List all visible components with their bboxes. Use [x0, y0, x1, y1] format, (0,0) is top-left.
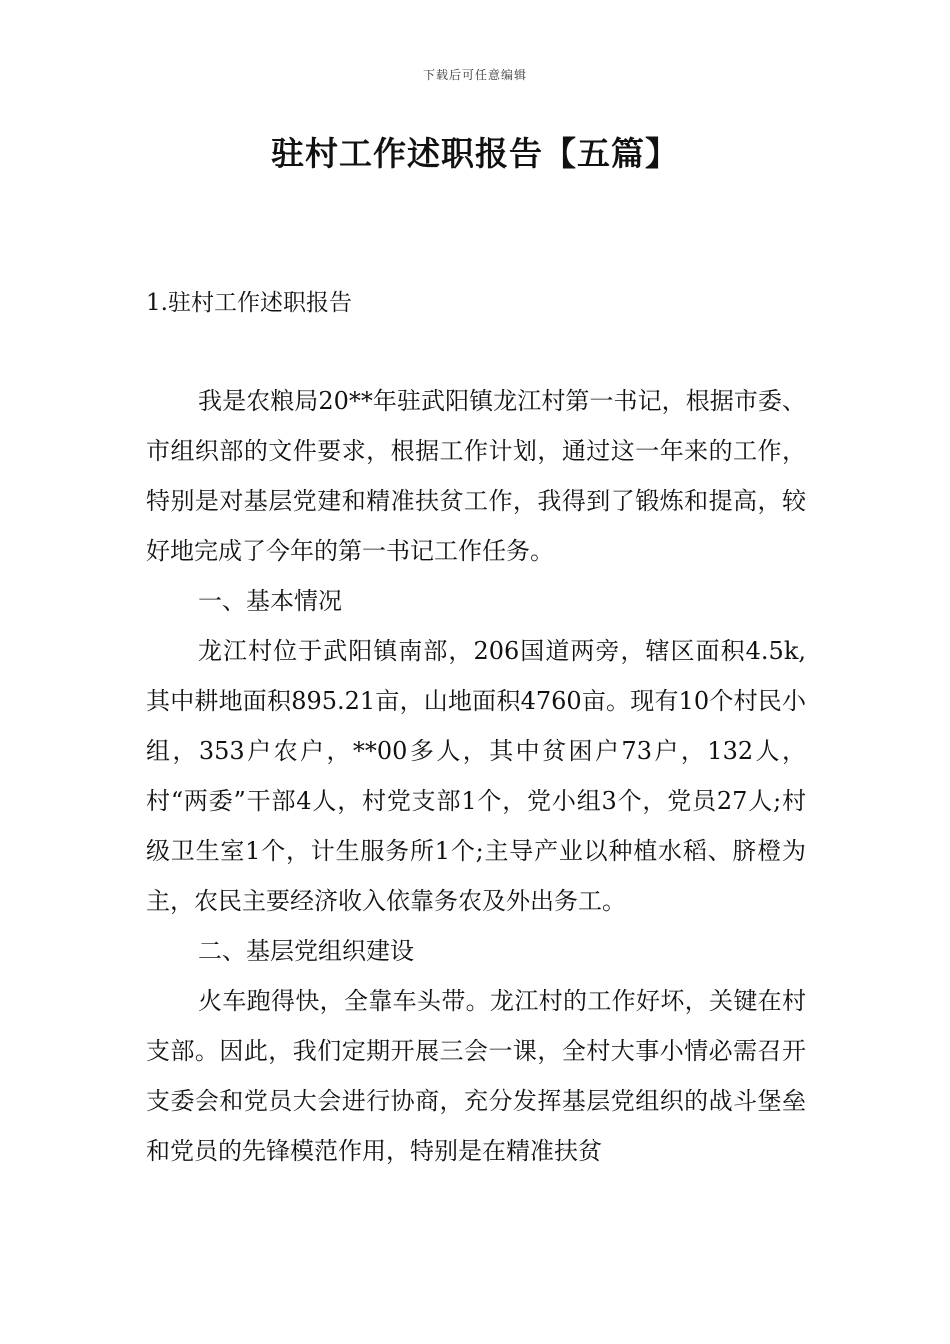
document-body [146, 376, 806, 1176]
subheading-basic-situation: 一、基本情况 [198, 587, 342, 615]
paragraph-party-building: 火车跑得快，全靠车头带。龙江村的工作好坏，关键在村支部。因此，我们定期开展三会一课，全村大事小情必需召开支委会和党员大会进行协商，充分发挥基层党组织的战斗堡垒和党员的先锋模范作用，特别是在精准扶贫 [146, 987, 806, 1165]
header-note: 下载后可任意编辑 [422, 68, 527, 82]
section-heading: 1.驻村工作述职报告 [146, 290, 352, 316]
subheading-party-building: 二、基层党组织建设 [198, 937, 414, 965]
paragraph-intro: 我是农粮局20**年驻武阳镇龙江村第一书记，根据市委、市组织部的文件要求，根据工作计划，通过这一年来的工作，特别是对基层党建和精准扶贫工作，我得到了锻炼和提高，较好地完成了今年的第一书记工作任务。 [146, 387, 806, 565]
document-title: 驻村工作述职报告【五篇】 [271, 134, 679, 173]
paragraph-basic-situation: 龙江村位于武阳镇南部，206国道两旁，辖区面积4.5k,其中耕地面积895.21亩，山地面积4760亩。现有10个村民小组，353户农户，**00多人，其中贫困户73户，132人，村“两委”干部4人，村党支部1个，党小组3个，党员27人;村级卫生室1个，计生服务所1个;主导产业以种植水稻、脐橙为主，农民主要经济收入依靠务农及外出务工。 [146, 637, 806, 915]
